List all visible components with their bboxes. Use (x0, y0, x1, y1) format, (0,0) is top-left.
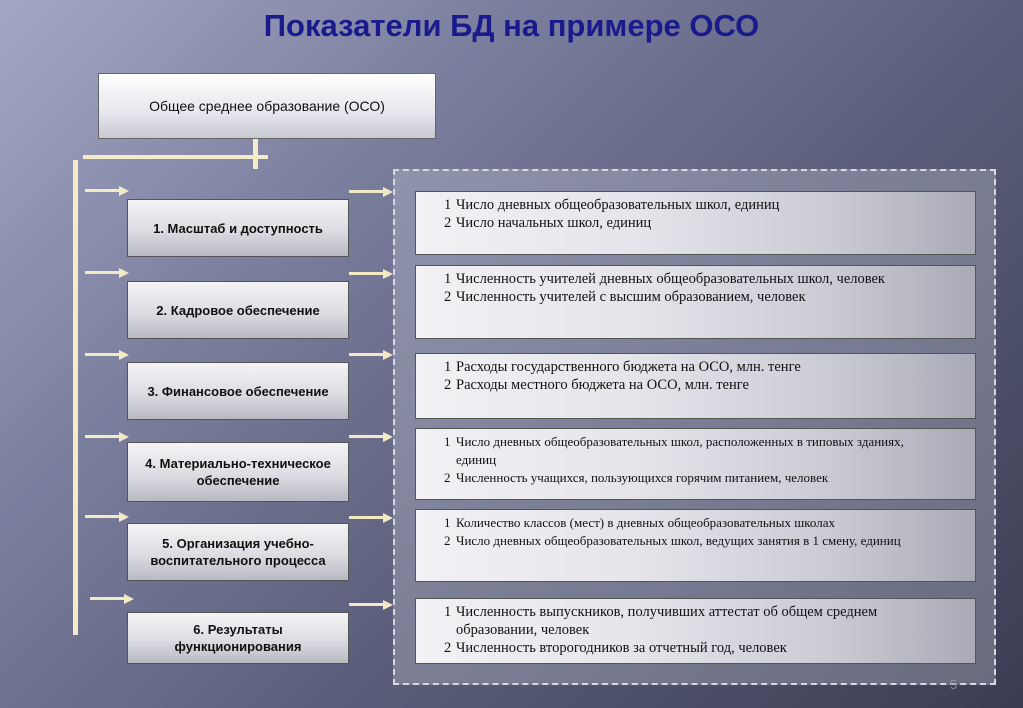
arrow-to-category-2 (85, 268, 129, 278)
indicator-line: 1 Количество классов (мест) в дневных общеобразовательных школах (444, 515, 835, 530)
arrow-to-indicators-6 (349, 600, 393, 610)
indicator-line: 2 Численность второгодников за отчетный год, человек (444, 640, 787, 656)
root-node-label: Общее среднее образование (ОСО) (149, 98, 385, 114)
indicator-line: 1 Расходы государственного бюджета на ОСО, млн. тенге (444, 359, 801, 375)
arrow-to-category-3 (85, 350, 129, 360)
indicator-box-6 (415, 598, 976, 664)
arrow-to-indicators-4 (349, 432, 393, 442)
arrow-to-indicators-3 (349, 350, 393, 360)
category-label: 3. Финансовое обеспечение (147, 383, 329, 399)
category-label: 2. Кадровое обеспечение (156, 302, 320, 318)
indicator-line: 1 Число дневных общеобразовательных школ, единиц (444, 197, 780, 213)
indicator-line: 1 Численность выпускников, получивших аттестат об общем среднем образовании, человек (444, 604, 878, 638)
root-node (98, 73, 436, 139)
category-box-1 (127, 199, 349, 257)
category-box-5 (127, 523, 349, 581)
category-box-4 (127, 442, 349, 502)
category-box-2 (127, 281, 349, 339)
arrow-to-category-5 (85, 512, 129, 522)
arrow-to-category-1 (85, 186, 129, 196)
indicator-line: 1 Численность учителей дневных общеобразовательных школ, человек (444, 271, 885, 287)
indicator-box-5 (415, 509, 976, 582)
indicator-box-1 (415, 191, 976, 255)
indicator-line: 1 Число дневных общеобразовательных школ, расположенных в типовых зданиях, единиц (444, 434, 904, 467)
category-box-3 (127, 362, 349, 420)
slide-title: Показатели БД на примере ОСО (263, 8, 760, 43)
category-box-6 (127, 612, 349, 664)
category-label: 6. Результаты функционирования (174, 622, 302, 654)
indicator-line: 2 Число начальных школ, единиц (444, 215, 652, 231)
arrow-to-indicators-1 (349, 187, 393, 197)
indicator-line: 2 Число дневных общеобразовательных школ, ведущих занятия в 1 смену, единиц (444, 533, 901, 548)
indicator-line: 2 Численность учителей с высшим образованием, человек (444, 289, 806, 305)
arrow-to-indicators-5 (349, 513, 393, 523)
category-label: 5. Организация учебно-воспитательного процесса (150, 536, 326, 568)
arrow-to-category-6 (90, 594, 134, 604)
arrow-to-indicators-2 (349, 269, 393, 279)
indicator-box-2 (415, 265, 976, 339)
page-number: 5 (950, 677, 958, 692)
main-spine (73, 160, 78, 635)
root-connector-vertical (253, 139, 258, 169)
indicator-box-3 (415, 353, 976, 419)
root-connector-horizontal (83, 155, 268, 159)
indicator-box-4 (415, 428, 976, 500)
indicator-line: 2 Численность учащихся, пользующихся горячим питанием, человек (444, 470, 829, 485)
arrow-to-category-4 (85, 432, 129, 442)
indicator-line: 2 Расходы местного бюджета на ОСО, млн. тенге (444, 377, 749, 393)
category-label: 1. Масштаб и доступность (153, 220, 323, 236)
category-label: 4. Материально-техническое обеспечение (145, 456, 331, 488)
